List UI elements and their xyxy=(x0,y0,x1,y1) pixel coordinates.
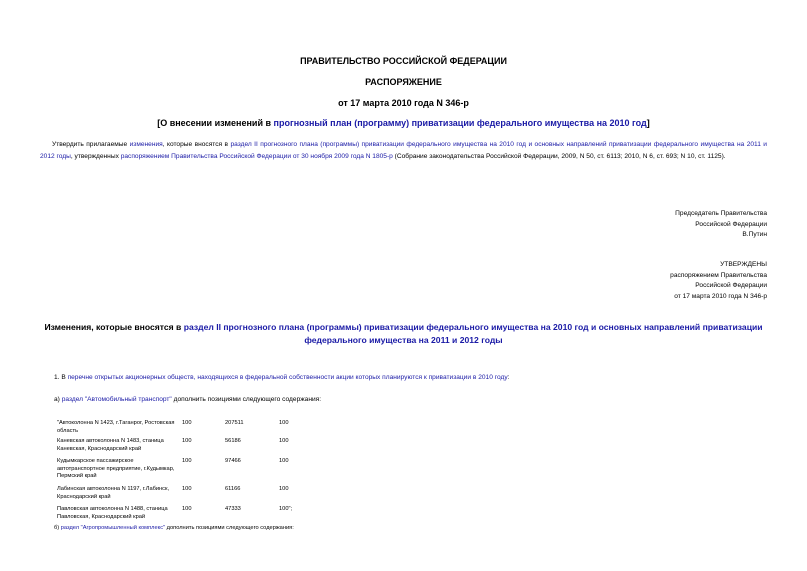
changes-title-text: Изменения, которые вносятся в xyxy=(44,322,184,332)
share-count: 61166 xyxy=(225,486,241,492)
government-heading: ПРАВИТЕЛЬСТВО РОССИЙСКОЙ ФЕДЕРАЦИИ xyxy=(300,56,507,66)
title-close: ] xyxy=(646,118,650,128)
approval-line: Российской Федерации xyxy=(695,282,767,290)
document-type: РАСПОРЯЖЕНИЕ xyxy=(365,77,442,87)
document-date-number: от 17 марта 2010 года N 346-р xyxy=(338,98,469,108)
privatized-percent: 100 xyxy=(279,420,289,426)
signature-line: В.Путин xyxy=(742,231,767,239)
privatized-percent: 100 xyxy=(279,438,289,444)
list-item-a xyxy=(54,396,321,403)
item-a-text-end: дополнить позициями следующего содержания: xyxy=(171,396,322,403)
share-percent: 100 xyxy=(182,438,192,444)
company-name: Кудымкарское пассажирское автотранспортное предприятие, г.Кудымкар, Пермский край xyxy=(57,458,175,479)
share-percent: 100 xyxy=(182,486,192,492)
signature-line: Российской Федерации xyxy=(695,220,767,228)
share-count: 56186 xyxy=(225,438,241,444)
approval-block xyxy=(507,260,767,302)
title-open: [О внесении изменений в xyxy=(157,118,274,128)
company-name: Каневская автоколонна N 1483, станица Каневская, Краснодарский край xyxy=(57,438,164,452)
paragraph-text-3: , утвержденных xyxy=(70,152,121,160)
item-b-text: б) xyxy=(54,525,61,531)
paragraph-text-2: , которые вносятся в xyxy=(162,141,231,148)
section-ii-link[interactable]: раздел II прогнозного плана (программы) приватизации федерального имущества на 2010 год и основных направлений приватизации федерального имущества на 2011 и 2012 годы xyxy=(40,141,767,160)
title-link[interactable]: прогнозный план (программу) приватизации федерального имущества на 2010 год xyxy=(273,118,647,128)
company-name: "Автоколонна N 1423, г.Таганрог, Ростовская область xyxy=(57,420,175,434)
document-title xyxy=(40,118,767,128)
changes-link[interactable]: изменения xyxy=(129,141,163,148)
item-b-text-end: дополнить позициями следующего содержания: xyxy=(165,525,294,531)
share-count: 47333 xyxy=(225,506,241,512)
company-name: Павловская автоколонна N 1488, станица Павловская, Краснодарский край xyxy=(57,506,168,520)
item-1-link[interactable]: перечне открытых акционерных обществ, находящихся в федеральной собственности акции которых планируются к приватизации в 2010 году xyxy=(67,374,508,381)
signature-block xyxy=(507,209,767,241)
decree-link[interactable]: распоряжением Правительства Российской Федерации от 30 ноября 2009 года N 1805-р xyxy=(120,152,393,160)
share-percent: 100 xyxy=(182,506,192,512)
privatized-percent: 100 xyxy=(279,486,289,492)
privatized-percent: 100 xyxy=(279,458,289,464)
approval-line: распоряжением Правительства xyxy=(670,271,767,279)
item-1-text: 1. В xyxy=(54,374,68,381)
paragraph-text-4: (Собрание законодательства Российской Федерации, 2009, N 50, ст. 6113; 2010, N 6, ст. 693; N 10, ст. 1125). xyxy=(392,152,726,160)
changes-title xyxy=(40,321,767,346)
privatized-percent: 100"; xyxy=(279,506,293,512)
signature-line: Председатель Правительства xyxy=(675,210,767,217)
item-b-link[interactable]: раздел "Агропромышленный комплекс" xyxy=(60,525,166,531)
share-count: 207511 xyxy=(225,420,244,426)
item-a-text: а) xyxy=(54,396,62,403)
approval-line: от 17 марта 2010 года N 346-р xyxy=(674,292,767,300)
company-name: Лабинская автоколонна N 1197, г.Лабинск, Краснодарский край xyxy=(57,486,170,500)
main-paragraph xyxy=(40,139,767,162)
paragraph-text-1: Утвердить прилагаемые xyxy=(52,141,130,148)
list-item-1 xyxy=(54,374,509,381)
item-a-link[interactable]: раздел "Автомобильный транспорт" xyxy=(61,396,172,403)
share-count: 97466 xyxy=(225,458,241,464)
changes-title-link[interactable]: раздел II прогнозного плана (программы) приватизации федерального имущества на 2010 год и основных направлений приватизации федерального имущества на 2011 и 2012 годы xyxy=(183,322,763,345)
share-percent: 100 xyxy=(182,420,192,426)
list-item-b xyxy=(54,525,294,531)
share-percent: 100 xyxy=(182,458,192,464)
item-1-text-end: : xyxy=(507,374,510,381)
approval-line: УТВЕРЖДЕНЫ xyxy=(720,261,767,268)
